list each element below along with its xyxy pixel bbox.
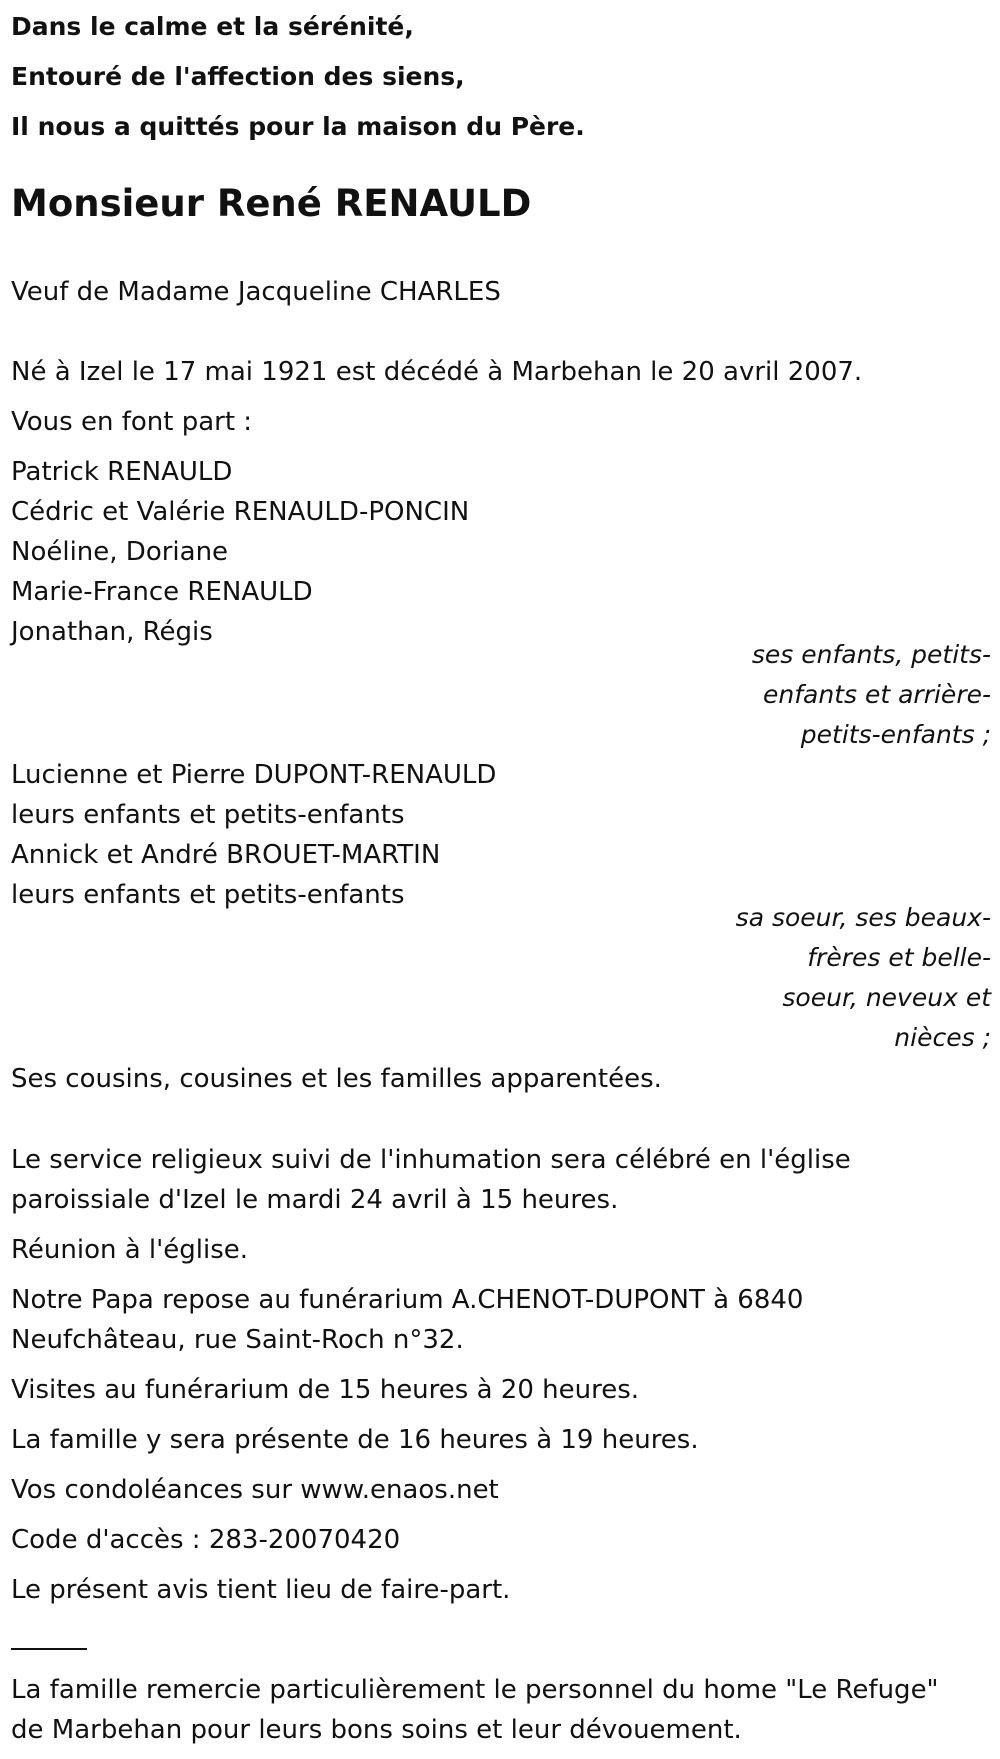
relation-2-line: nièces ; [894,1023,991,1052]
condolences: Vos condoléances sur www.enaos.net [11,1475,499,1505]
family-member: leurs enfants et petits-enfants [11,800,405,830]
deceased-name: Monsieur René RENAULD [11,182,532,225]
family-presence: La famille y sera présente de 16 heures à 19 heures. [11,1425,699,1455]
widower-of: Veuf de Madame Jacqueline CHARLES [11,277,501,307]
birth-death: Né à Izel le 17 mai 1921 est décédé à Marbehan le 20 avril 2007. [11,357,863,387]
visits: Visites au funérarium de 15 heures à 20 heures. [11,1375,640,1405]
intro-line-1: Dans le calme et la sérénité, [11,12,414,41]
family-member: Marie-France RENAULD [11,577,313,607]
family-member: Jonathan, Régis [11,617,213,647]
relation-2 [736,898,991,1058]
family-group-1 [11,452,469,652]
family-member: Cédric et Valérie RENAULD-PONCIN [11,497,470,527]
service-info [11,1140,851,1220]
obituary-document [11,0,991,1745]
thanks-line: de Marbehan pour leurs bons soins et leur dévouement. [11,1715,742,1745]
relation-2-line: soeur, neveux et [782,983,991,1012]
access-code: Code d'accès : 283-20070420 [11,1525,401,1555]
relation-1-line: petits-enfants ; [800,720,991,749]
intro-line-2: Entouré de l'affection des siens, [11,62,465,91]
thanks [11,1670,939,1750]
intro-verse [11,0,991,152]
funerarium-info [11,1280,803,1360]
meeting: Réunion à l'église. [11,1235,249,1265]
cousins: Ses cousins, cousines et les familles apparentées. [11,1064,662,1094]
service-line: paroissiale d'Izel le mardi 24 avril à 15 heures. [11,1185,619,1215]
family-group-2 [11,755,496,915]
service-line: Le service religieux suivi de l'inhumation sera célébré en l'église [11,1145,851,1175]
announcers-heading: Vous en font part : [11,407,253,437]
family-member: Noéline, Doriane [11,537,229,567]
funerarium-line: Neufchâteau, rue Saint-Roch n°32. [11,1325,464,1355]
separator-line [11,1648,87,1650]
notice: Le présent avis tient lieu de faire-part. [11,1575,511,1605]
relation-1-line: ses enfants, petits- [751,640,991,669]
family-member: Patrick RENAULD [11,457,233,487]
intro-line-3: Il nous a quittés pour la maison du Père. [11,112,585,141]
relation-2-line: sa soeur, ses beaux- [735,903,991,932]
family-member: Lucienne et Pierre DUPONT-RENAULD [11,760,497,790]
family-member: Annick et André BROUET-MARTIN [11,840,441,870]
relation-1 [752,635,991,755]
relation-2-line: frères et belle- [807,943,991,972]
family-member: leurs enfants et petits-enfants [11,880,405,910]
funerarium-line: Notre Papa repose au funérarium A.CHENOT-DUPONT à 6840 [11,1285,804,1315]
relation-1-line: enfants et arrière- [763,680,991,709]
thanks-line: La famille remercie particulièrement le personnel du home "Le Refuge" [11,1675,939,1705]
